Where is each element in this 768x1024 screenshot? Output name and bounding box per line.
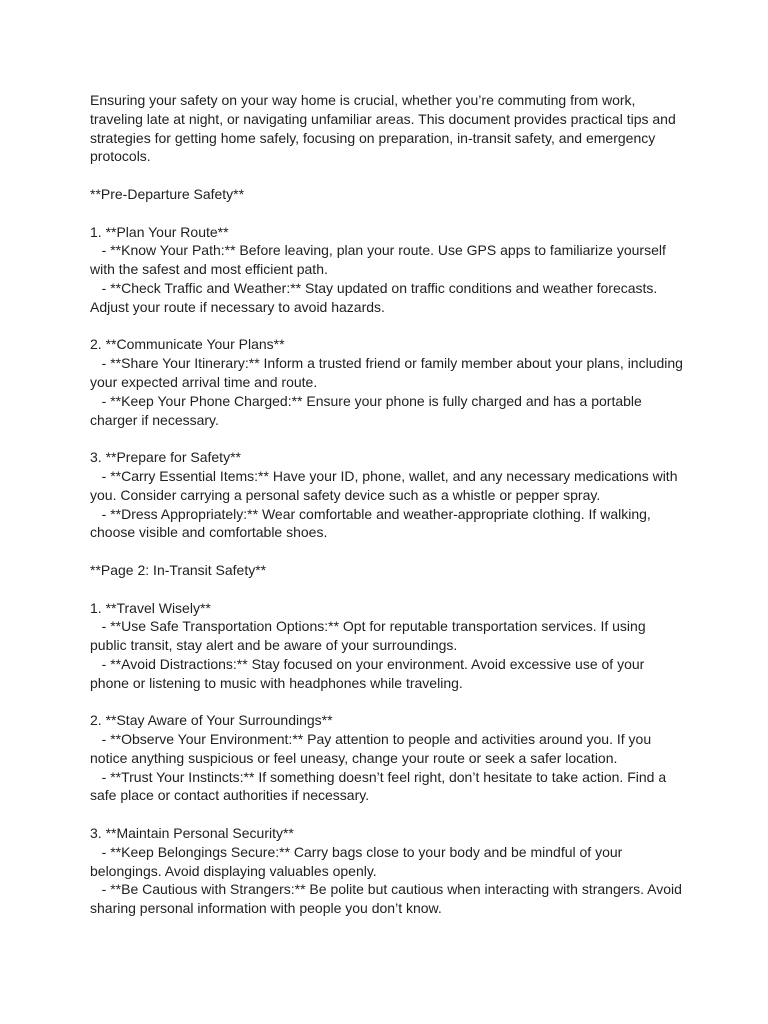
paragraph-gap — [90, 542, 690, 561]
item-title: 2. **Stay Aware of Your Surroundings** — [90, 712, 333, 729]
item-title: 1. **Plan Your Route** — [90, 223, 229, 240]
item-line: - **Avoid Distractions:** Stay focused on your environment. Avoid excessive use of your — [90, 655, 645, 672]
item-line: belongings. Avoid displaying valuables openly. — [90, 862, 377, 879]
item-title: 3. **Prepare for Safety** — [90, 449, 241, 466]
item-line: - **Observe Your Environment:** Pay attention to people and activities around you. If you — [90, 731, 652, 748]
item-line: - **Share Your Itinerary:** Inform a trusted friend or family member about your plans, including — [90, 355, 683, 372]
item-line: - **Keep Belongings Secure:** Carry bags close to your body and be mindful of your — [90, 843, 623, 860]
item-title: 3. **Maintain Personal Security** — [90, 825, 294, 842]
paragraph-gap — [90, 204, 690, 223]
section-heading: **Page 2: In-Transit Safety** — [90, 561, 267, 578]
item-line: phone or listening to music with headphones while traveling. — [90, 674, 463, 691]
paragraph-gap — [90, 805, 690, 824]
document-body — [90, 91, 690, 918]
item-line: with the safest and most efficient path. — [90, 261, 328, 278]
paragraph-gap — [90, 429, 690, 448]
item-line: - **Trust Your Instincts:** If something doesn’t feel right, don’t hesitate to take action. Find a — [90, 768, 667, 785]
section-heading: **Pre-Departure Safety** — [90, 185, 245, 202]
item-line: - **Keep Your Phone Charged:** Ensure your phone is fully charged and has a portable — [90, 392, 642, 409]
item-title: 2. **Communicate Your Plans** — [90, 336, 285, 353]
paragraph-gap — [90, 166, 690, 185]
paragraph-gap — [90, 693, 690, 712]
item-line: your expected arrival time and route. — [90, 373, 318, 390]
item-title: 1. **Travel Wisely** — [90, 599, 211, 616]
item-line: you. Consider carrying a personal safety device such as a whistle or pepper spray. — [90, 486, 601, 503]
item-line: public transit, stay alert and be aware of your surroundings. — [90, 637, 458, 654]
item-line: Adjust your route if necessary to avoid hazards. — [90, 298, 385, 315]
paragraph-gap — [90, 317, 690, 336]
item-line: charger if necessary. — [90, 411, 219, 428]
item-line: safe place or contact authorities if necessary. — [90, 787, 370, 804]
intro-line: strategies for getting home safely, focusing on preparation, in-transit safety, and emergency — [90, 129, 656, 146]
item-line: - **Use Safe Transportation Options:** Opt for reputable transportation services. If using — [90, 618, 646, 635]
item-line: sharing personal information with people you don’t know. — [90, 900, 442, 917]
item-line: - **Know Your Path:** Before leaving, plan your route. Use GPS apps to familiarize yourself — [90, 242, 666, 259]
item-line: - **Carry Essential Items:** Have your ID, phone, wallet, and any necessary medications with — [90, 467, 678, 484]
intro-line: Ensuring your safety on your way home is crucial, whether you’re commuting from work, — [90, 92, 636, 108]
intro-line: traveling late at night, or navigating unfamiliar areas. This document provides practical tips and — [90, 110, 676, 127]
intro-line: protocols. — [90, 148, 151, 165]
paragraph-gap — [90, 580, 690, 599]
item-line: - **Dress Appropriately:** Wear comfortable and weather-appropriate clothing. If walking, — [90, 505, 651, 522]
item-line: - **Check Traffic and Weather:** Stay updated on traffic conditions and weather forecasts. — [90, 279, 658, 296]
item-line: choose visible and comfortable shoes. — [90, 524, 328, 541]
item-line: notice anything suspicious or feel uneasy, change your route or seek a safer location. — [90, 749, 618, 766]
item-line: - **Be Cautious with Strangers:** Be polite but cautious when interacting with strangers. Avoid — [90, 881, 682, 898]
